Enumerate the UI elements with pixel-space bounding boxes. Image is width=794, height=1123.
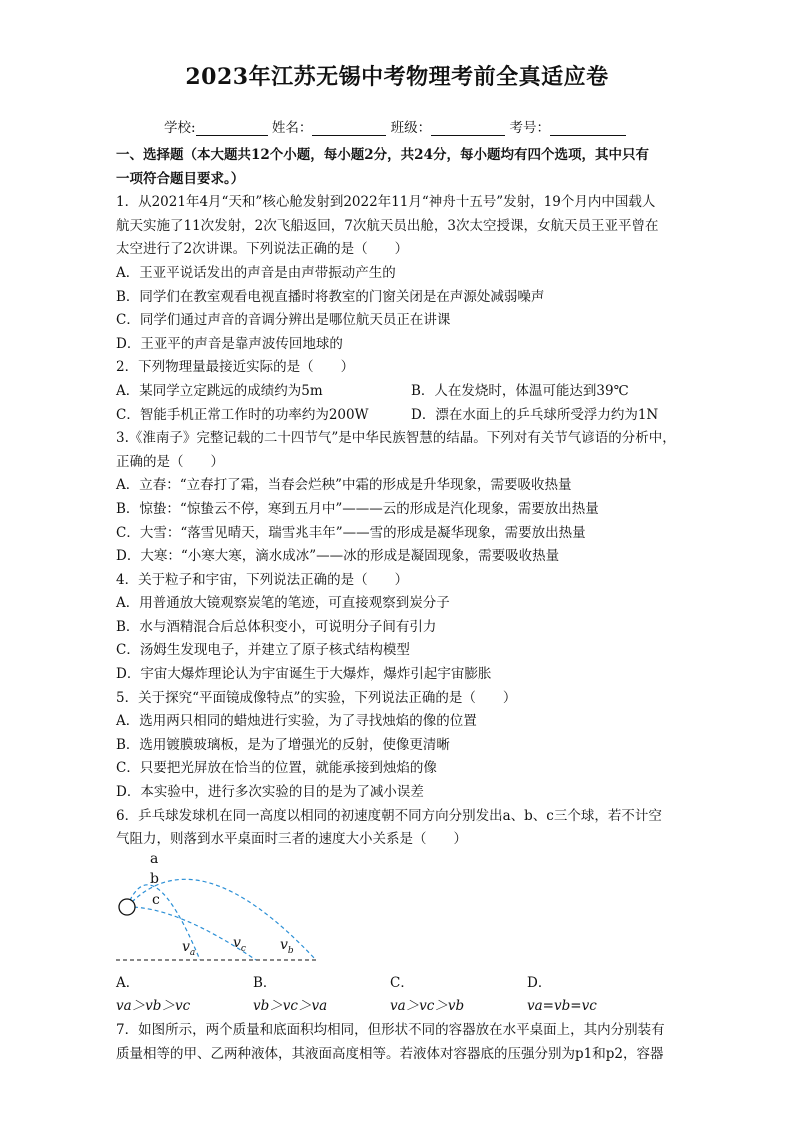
q3-option-b: B．惊蛰：“惊蛰云不停，寒到五月中”———云的形成是汽化现象，需要放出热量	[116, 500, 599, 517]
q3-stem: 3.《淮南子》完整记载的二十四节气”是中华民族智慧的结晶。下列对有关节气谚语的分析中，	[116, 430, 676, 447]
q3-option-c: C．大雪：“落雪见晴天，瑞雪兆丰年”——雪的形成是凝华现象，需要放出热量	[116, 524, 586, 541]
q2-option-a: A．某同学立定跳远的成绩约为5m	[116, 382, 323, 399]
q2-options-row2	[116, 404, 686, 428]
class-blank[interactable]	[431, 121, 505, 136]
q5-option-b: B．选用镀膜玻璃板，是为了增强光的反射，使像更清晰	[116, 736, 450, 753]
exam-no-label: 考号：	[509, 120, 550, 136]
name-blank[interactable]	[312, 121, 386, 136]
ball-a-label: a	[150, 850, 159, 867]
question-content	[116, 144, 686, 1066]
q1-option-a: A．王亚平说话发出的声音是由声带振动产生的	[116, 264, 396, 281]
q7-stem: 质量相等的甲、乙两种液体，其液面高度相等。若液体对容器底的压强分别为p1和p2，容器	[116, 1045, 664, 1062]
q4-option-b: B．水与酒精混合后总体积变小，可说明分子间有引力	[116, 618, 437, 635]
q4-option-c: C．汤姆生发现电子，并建立了原子核式结构模型	[116, 642, 410, 659]
q1-option-b: B．同学们在教室观看电视直播时将教室的门窗关闭是在声源处减弱噪声	[116, 288, 545, 305]
q7-stem: 7．如图所示，两个质量和底面积均相同，但形状不同的容器放在水平桌面上，其内分别装有	[116, 1022, 665, 1038]
school-label: 学校:	[164, 120, 196, 136]
trajectory-svg	[116, 854, 326, 970]
q5-option-a: A．选用两只相同的蜡烛进行实验，为了寻找烛焰的像的位置	[116, 713, 477, 730]
q6-stem: 6．乒乓球发球机在同一高度以相同的初速度朝不同方向分别发出a、b、c三个球，若不计空	[116, 807, 662, 824]
q2-option-d: D．漂在水面上的乒乓球所受浮力约为1N	[411, 406, 659, 423]
q2-option-b: B．人在发烧时，体温可能达到39℃	[411, 382, 629, 399]
q1-option-d: D．王亚平的声音是靠声波传回地球的	[116, 335, 343, 352]
class-label: 班级：	[390, 120, 432, 136]
velocity-c-label: $v_c$	[233, 934, 246, 954]
q6-stem: 气阻力，则落到水平桌面时三者的速度大小关系是（ ）	[116, 831, 467, 848]
q2-option-c: C．智能手机正常工作时的功率约为200W	[116, 406, 369, 423]
section-heading-cont: 一项符合题目要求。）	[116, 170, 245, 187]
section-heading: 一、选择题（本大题共12个小题，每小题2分，共24分，每小题均有四个选项，其中只有	[116, 147, 649, 163]
q6-options	[116, 972, 686, 1019]
q5-stem: 5．关于探究“平面镜成像特点”的实验，下列说法正确的是（ ）	[116, 689, 517, 706]
q4-option-a: A．用普通放大镜观察炭笔的笔迹，可直接观察到炭分子	[116, 595, 450, 612]
name-label: 姓名：	[271, 120, 313, 136]
q4-stem: 4．关于粒子和宇宙，下列说法正确的是（ ）	[116, 571, 409, 588]
q6-option-d: D．va=vb=vc	[527, 974, 597, 1015]
q5-option-c: C．只要把光屏放在恰当的位置，就能承接到烛焰的像	[116, 760, 437, 777]
ball-b-label: b	[150, 870, 159, 887]
launcher-circle	[119, 899, 135, 915]
ball-c-label: c	[152, 891, 160, 908]
velocity-a-label: $v_a$	[182, 938, 196, 958]
q2-stem: 2．下列物理量最接近实际的是（ ）	[116, 359, 355, 376]
q3-option-d: D．大寒：“小寒大寒，滴水成冰”——冰的形成是凝固现象，需要吸收热量	[116, 548, 560, 565]
q6-option-c: C．va＞vc＞vb	[390, 974, 465, 1015]
page-title: 2023年江苏无锡中考物理考前全真适应卷	[185, 64, 609, 90]
q1-stem: 太空进行了2次讲课。下列说法正确的是（ ）	[116, 241, 409, 258]
q3-stem: 正确的是（ ）	[116, 453, 224, 470]
q6-option-a: A．va＞vb＞vc	[116, 974, 191, 1015]
velocity-b-label: $v_b$	[280, 936, 294, 956]
q1-stem: 航天实施了11次发射，2次飞船返回，7次航天员出舱，3次太空授课，女航天员王亚平曾在	[116, 217, 659, 234]
q5-option-d: D．本实验中，进行多次实验的目的是为了减小误差	[116, 784, 424, 801]
student-info-line	[164, 116, 626, 136]
trajectory-diagram	[116, 850, 326, 970]
q4-option-d: D．宇宙大爆炸理论认为宇宙诞生于大爆炸，爆炸引起宇宙膨胀	[116, 666, 492, 683]
q1-option-c: C．同学们通过声音的音调分辨出是哪位航天员正在讲课	[116, 312, 451, 329]
school-blank[interactable]	[196, 121, 268, 136]
q3-option-a: A．立春：“立春打了霜，当春会烂秧”中霜的形成是升华现象，需要吸收热量	[116, 477, 572, 494]
q6-option-b: B．vb＞vc＞va	[253, 974, 328, 1015]
q1-stem: 1．从2021年4月“天和”核心舱发射到2022年11月“神舟十五号”发射，19个月内中国载人	[116, 194, 656, 211]
q2-options-row1	[116, 380, 686, 404]
exam-no-blank[interactable]	[550, 121, 626, 136]
